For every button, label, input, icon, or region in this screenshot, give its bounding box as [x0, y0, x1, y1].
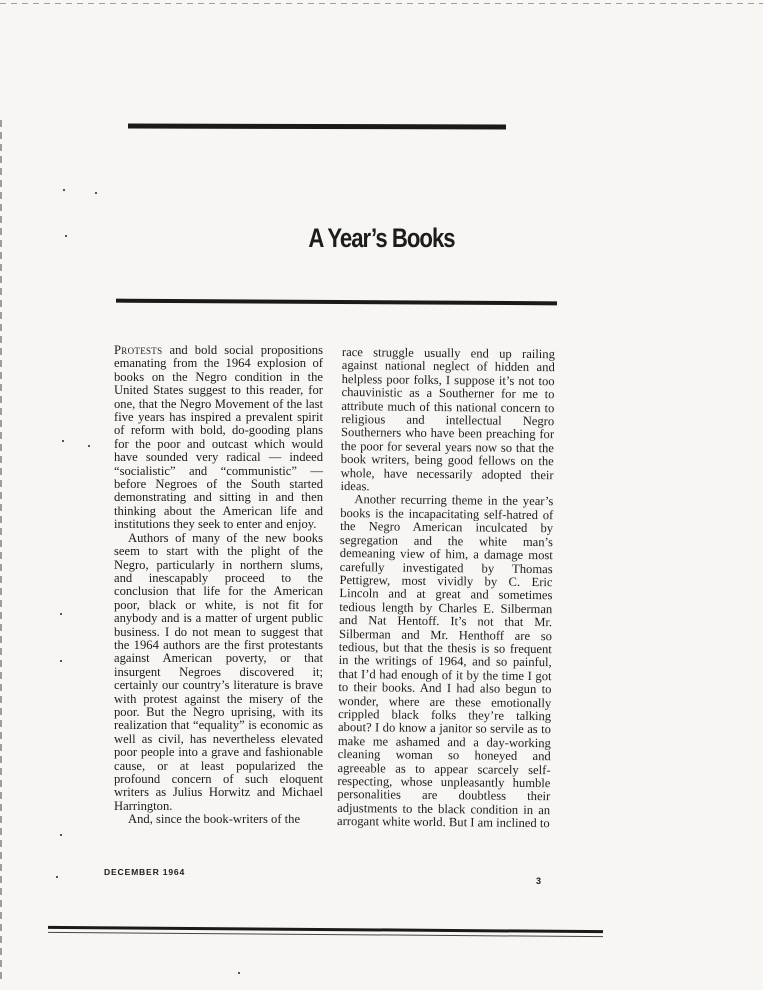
- scan-speck: [95, 192, 97, 194]
- scan-speck: [60, 613, 62, 615]
- scan-speck: [238, 972, 240, 974]
- scan-edge-top: [0, 3, 763, 4]
- article-column-left: [114, 344, 323, 827]
- page-number: 3: [536, 876, 542, 886]
- header-rule-bottom: [116, 299, 557, 306]
- scan-speck: [60, 834, 62, 836]
- header-rule-top: [128, 124, 506, 130]
- scan-speck: [65, 235, 67, 237]
- footer-issue-date: DECEMBER 1964: [104, 867, 186, 877]
- scan-speck: [60, 660, 62, 662]
- paragraph-text: and bold social propositions emanating from the 1964 explosion of books on the Negro condition in the United States suggest to this reader, for one, that the Negro Movement of the last five years has inspired a prevalent spirit of reform with bold, do-gooding plans for the poor and outcast which would have sounded very radical — indeed “socialistic” and “communistic” — before Negroes of the South started demonstrating and sitting in and then thinking about the American life and institutions they seek to enter and enjoy.: [114, 343, 323, 532]
- footer-rule-thin: [48, 932, 603, 937]
- scan-edge-left: [0, 120, 2, 980]
- paragraph: And, since the book-writers of the: [128, 812, 301, 827]
- paragraph: Authors of many of the new books seem to start with the plight of the Negro, particularly in northern slums, and inescapably proceed to the conclusion that life for the American poor, black or white, is not fit for anybody and is a matter of urgent public business. I do not mean to suggest that the 1964 authors are the first protestants against American poverty, or that insurgent Negroes discovered it; certainly our country’s literature is brave with protest against the misery of the poor. But the Negro uprising, with its realization that “equality” is economic as well as civil, has nevertheless elevated poor people into a grave and fashionable cause, or at least popularized the profound concern of such eloquent writers as Julius Horwitz and Michael Harrington.: [114, 530, 323, 813]
- scan-speck: [63, 189, 65, 191]
- page-title: A Year’s Books: [308, 223, 455, 253]
- scan-speck: [62, 440, 64, 442]
- lead-word: Protests: [114, 343, 163, 357]
- scan-speck: [88, 445, 90, 447]
- paragraph: race struggle usually end up railing against national neglect of hidden and helpless poor folks, I suppose it’s not too chauvinistic as a Southerner for me to attribute much of this national concern to religious and intellectual Negro Southerners who have been preaching for the poor for several years now so that the book writers, being good fellows on the whole, have necessarily adopted their ideas.: [340, 345, 555, 494]
- paragraph: Another recurring theme in the year’s books is the incapacitating self-hatred of the Negro American inculcated by segregation and the white man’s demeaning view of him, a damage most carefully investigated by Thomas Pettigrew, most vividly by C. Eric Lincoln and at great and sometimes tedious length by Charles E. Silberman and Nat Hentoff. It’s not that Mr. Silberman and Mr. Henthoff are so tedious, but that the thesis is so frequent in the writings of 1964, and so painful, that I’d had enough of it by the time I got to their books. And I had also begun to wonder, where are these emotionally crippled black folks they’re talking about? I do know a janitor so servile as to make me ashamed and a day-working cleaning woman so honeyed and agreeable as to appear scarcely self-respecting, whose unpleasantly humble personalities are doubtless their adjustments to the black condition in an arrogant white world. But I am inclined to: [336, 492, 554, 831]
- paragraph: [114, 344, 323, 532]
- article-column-right: [337, 346, 555, 831]
- scan-speck: [56, 876, 58, 878]
